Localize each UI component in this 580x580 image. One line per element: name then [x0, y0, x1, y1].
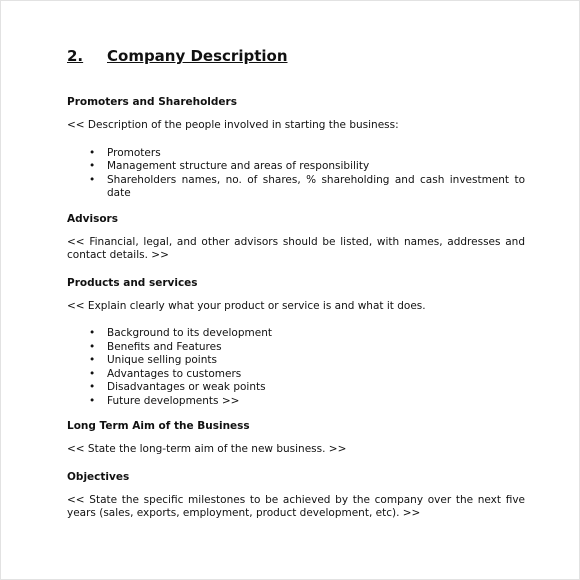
products-title: Products and services	[67, 276, 198, 289]
products-list	[67, 327, 525, 408]
long-term-aim-title: Long Term Aim of the Business	[67, 420, 250, 432]
document-content	[67, 47, 525, 535]
section-heading	[67, 47, 525, 65]
bullet-icon: •	[89, 146, 96, 159]
promoters-list	[67, 147, 525, 201]
list-item: • Management structure and areas of responsibility	[89, 160, 370, 172]
list-item: • Benefits and Features	[89, 340, 222, 353]
promoters-intro: << Description of the people involved in starting the business:	[67, 119, 399, 131]
list-item: • Future developments >>	[89, 394, 240, 407]
objectives-title: Objectives	[67, 470, 130, 483]
bullet-icon: •	[89, 367, 96, 380]
bullet-icon: •	[89, 394, 96, 407]
list-item: • Shareholders names, no. of shares, % shareholding and cash investment to date	[89, 173, 525, 199]
products-intro: << Explain clearly what your product or service is and what it does.	[67, 299, 426, 312]
list-item: • Background to its development	[89, 327, 272, 339]
list-item: • Promoters	[89, 146, 161, 159]
objectives-text: << State the specific milestones to be achieved by the company over the next five years (sales, exports, employment, product development, etc). >>	[67, 493, 525, 519]
bullet-icon: •	[89, 381, 96, 393]
bullet-icon: •	[89, 354, 96, 366]
list-item: • Unique selling points	[89, 354, 217, 366]
bullet-icon: •	[89, 327, 96, 339]
section-title: Company Description	[107, 47, 288, 65]
advisors-text: << Financial, legal, and other advisors should be listed, with names, addresses and contact details. >>	[67, 235, 525, 261]
promoters-title: Promoters and Shareholders	[67, 96, 237, 108]
section-number: 2.	[67, 47, 84, 65]
bullet-icon: •	[89, 160, 96, 172]
bullet-icon: •	[89, 340, 96, 353]
list-item: • Disadvantages or weak points	[89, 381, 266, 393]
advisors-title: Advisors	[67, 212, 118, 225]
list-item: • Advantages to customers	[89, 367, 242, 380]
long-term-aim-text: << State the long-term aim of the new business. >>	[67, 443, 347, 455]
bullet-icon: •	[89, 173, 96, 186]
